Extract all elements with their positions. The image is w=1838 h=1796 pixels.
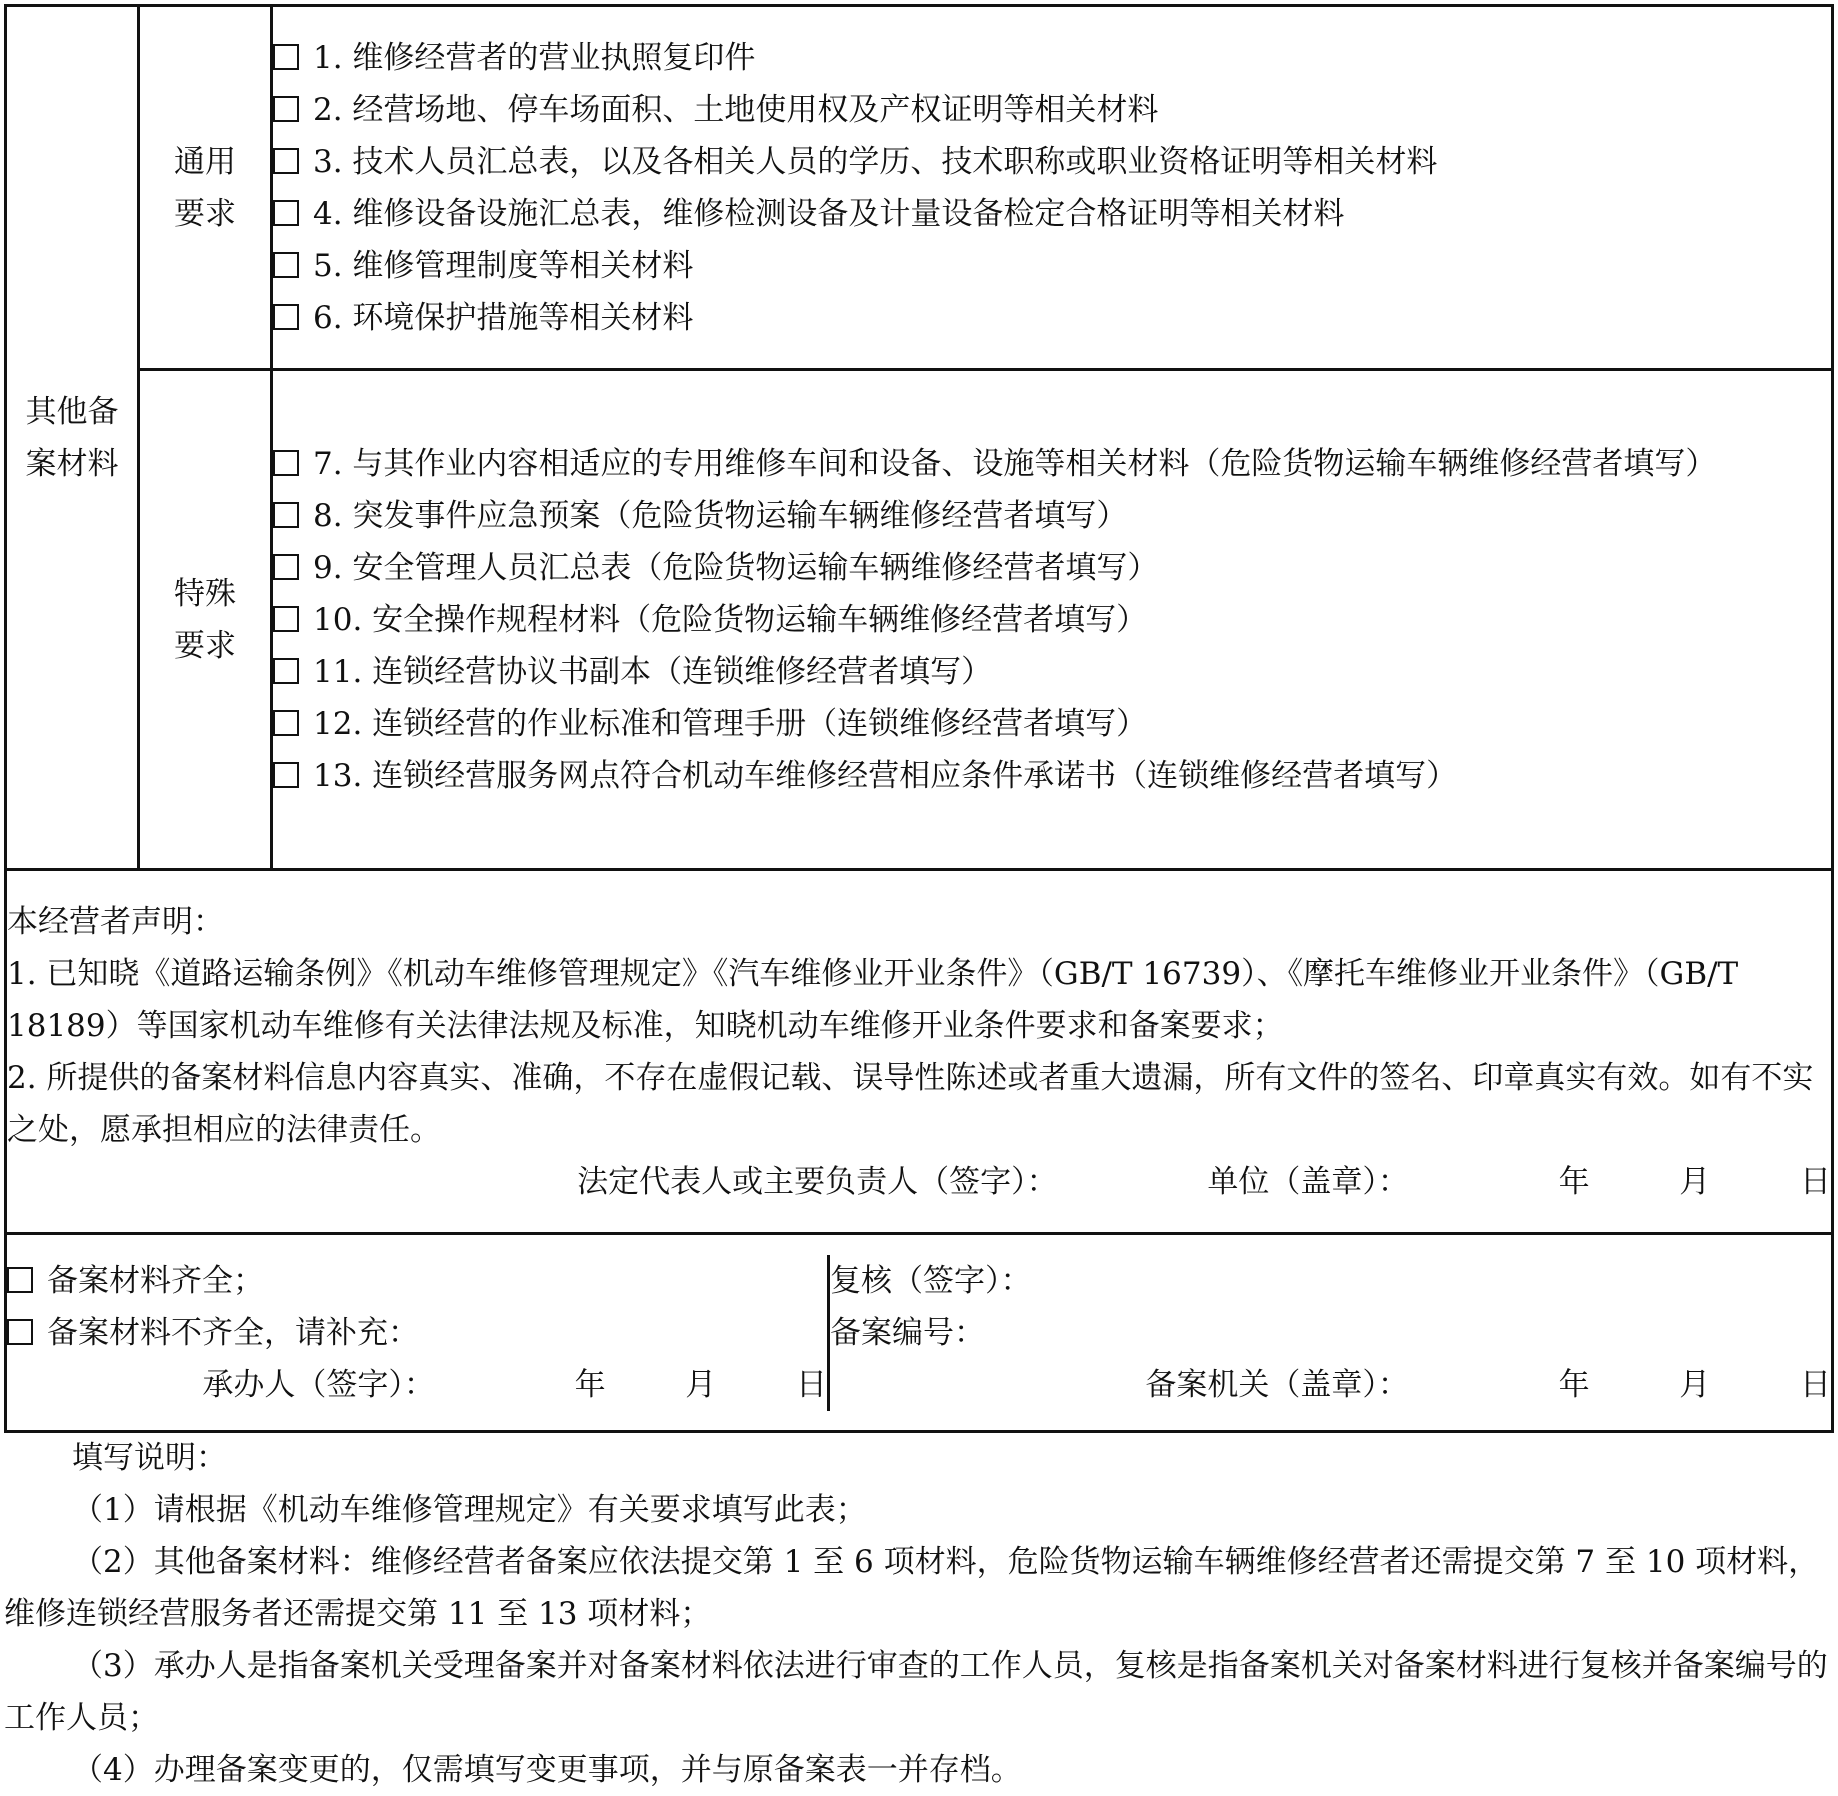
year-label: 年: [1558, 1163, 1590, 1200]
special-label: 特殊要求: [174, 575, 236, 664]
day-label: 日: [796, 1366, 827, 1403]
general-label-cell: [139, 6, 272, 370]
month-label: 月: [1679, 1366, 1711, 1403]
year-label: 年: [1558, 1366, 1590, 1403]
incomplete-option[interactable]: 备案材料不齐全，请补充：: [7, 1307, 827, 1359]
checklist-item[interactable]: 12. 连锁经营的作业标准和管理手册（连锁维修经营者填写）: [273, 698, 1831, 750]
section-label-cell: [6, 6, 139, 870]
special-items: [272, 370, 1833, 870]
filing-form-table: [4, 4, 1834, 1433]
day-label: 日: [1800, 1163, 1831, 1200]
checklist-item[interactable]: 13. 连锁经营服务网点符合机动车维修经营相应条件承诺书（连锁维修经营者填写）: [273, 750, 1831, 802]
checkbox[interactable]: [273, 450, 299, 476]
authority-section: [829, 1255, 1832, 1411]
month-label: 月: [1679, 1163, 1711, 1200]
signer-label[interactable]: 法定代表人或主要负责人（签字）：: [577, 1163, 1058, 1200]
authority-signature-line: [830, 1359, 1831, 1411]
checkbox[interactable]: [273, 304, 299, 330]
checkbox[interactable]: [273, 200, 299, 226]
checkbox[interactable]: [273, 710, 299, 736]
checkbox[interactable]: [273, 252, 299, 278]
declaration-p2: 2. 所提供的备案材料信息内容真实、准确，不存在虚假记载、误导性陈述或者重大遗漏，所有文件的签名、印章真实有效。如有不实之处，愿承担相应的法律责任。: [7, 1059, 1814, 1148]
checkbox[interactable]: [273, 44, 299, 70]
special-label-cell: [139, 370, 272, 870]
checklist-item[interactable]: 1. 维修经营者的营业执照复印件: [273, 32, 1831, 84]
review-table: [7, 1255, 1831, 1411]
checklist-item[interactable]: 5. 维修管理制度等相关材料: [273, 240, 1831, 292]
recheck-label[interactable]: 复核（签字）：: [830, 1262, 1032, 1299]
checklist-item[interactable]: 6. 环境保护措施等相关材料: [273, 292, 1831, 344]
declaration-cell: [6, 870, 1833, 1234]
general-label: 通用要求: [174, 143, 236, 232]
notes-title: 填写说明：: [72, 1440, 227, 1476]
complete-option[interactable]: 备案材料齐全；: [7, 1255, 827, 1307]
checklist-item[interactable]: 11. 连锁经营协议书副本（连锁维修经营者填写）: [273, 646, 1831, 698]
checklist-item[interactable]: 9. 安全管理人员汇总表（危险货物运输车辆维修经营者填写）: [273, 542, 1831, 594]
handler-section: [7, 1255, 829, 1411]
checkbox[interactable]: [273, 96, 299, 122]
day-label: 日: [1800, 1366, 1831, 1403]
record-number-label[interactable]: 备案编号：: [830, 1314, 985, 1351]
declaration-signature-line: [7, 1156, 1831, 1208]
year-label: 年: [574, 1366, 606, 1403]
declaration-p1: 1. 已知晓《道路运输条例》《机动车维修管理规定》《汽车维修业开业条件》（GB/T 16739）、《摩托车维修业开业条件》（GB/T 18189）等国家机动车维修有关法律法规及标准，知晓机动车维修开业条件要求和备案要求；: [7, 955, 1739, 1044]
note-1: （1）请根据《机动车维修管理规定》有关要求填写此表；: [72, 1492, 867, 1528]
section-label: 其他备案材料: [25, 393, 119, 482]
checklist-item[interactable]: 4. 维修设备设施汇总表，维修检测设备及计量设备检定合格证明等相关材料: [273, 188, 1831, 240]
month-label: 月: [685, 1366, 717, 1403]
checkbox[interactable]: [273, 762, 299, 788]
checklist-item[interactable]: 3. 技术人员汇总表，以及各相关人员的学历、技术职称或职业资格证明等相关材料: [273, 136, 1831, 188]
checklist-item[interactable]: 2. 经营场地、停车场面积、土地使用权及产权证明等相关材料: [273, 84, 1831, 136]
checkbox[interactable]: [7, 1319, 33, 1345]
note-4: （4）办理备案变更的，仅需填写变更事项，并与原备案表一并存档。: [72, 1752, 1022, 1788]
general-items: [272, 6, 1833, 370]
unit-label[interactable]: 单位（盖章）：: [1207, 1163, 1409, 1200]
declaration-title: 本经营者声明：: [7, 903, 224, 940]
checkbox[interactable]: [273, 148, 299, 174]
checkbox[interactable]: [273, 658, 299, 684]
checkbox[interactable]: [273, 554, 299, 580]
note-2: （2）其他备案材料：维修经营者备案应依法提交第 1 至 6 项材料，危险货物运输车辆维修经营者还需提交第 7 至 10 项材料，维修连锁经营服务者还需提交第 11 至 13 项材料；: [4, 1544, 1820, 1632]
checkbox[interactable]: [273, 606, 299, 632]
checklist-item[interactable]: 8. 突发事件应急预案（危险货物运输车辆维修经营者填写）: [273, 490, 1831, 542]
review-cell: [6, 1234, 1833, 1432]
note-3: （3）承办人是指备案机关受理备案并对备案材料依法进行审查的工作人员，复核是指备案机关对备案材料进行复核并备案编号的工作人员；: [4, 1648, 1828, 1736]
authority-label[interactable]: 备案机关（盖章）：: [1145, 1366, 1409, 1403]
handler-signature-line: [7, 1359, 827, 1411]
handler-label[interactable]: 承办人（签字）：: [202, 1366, 435, 1403]
checklist-item[interactable]: 10. 安全操作规程材料（危险货物运输车辆维修经营者填写）: [273, 594, 1831, 646]
filling-notes: [4, 1432, 1834, 1796]
checklist-item[interactable]: 7. 与其作业内容相适应的专用维修车间和设备、设施等相关材料（危险货物运输车辆维修经营者填写）: [273, 438, 1831, 490]
checkbox[interactable]: [7, 1267, 33, 1293]
checkbox[interactable]: [273, 502, 299, 528]
